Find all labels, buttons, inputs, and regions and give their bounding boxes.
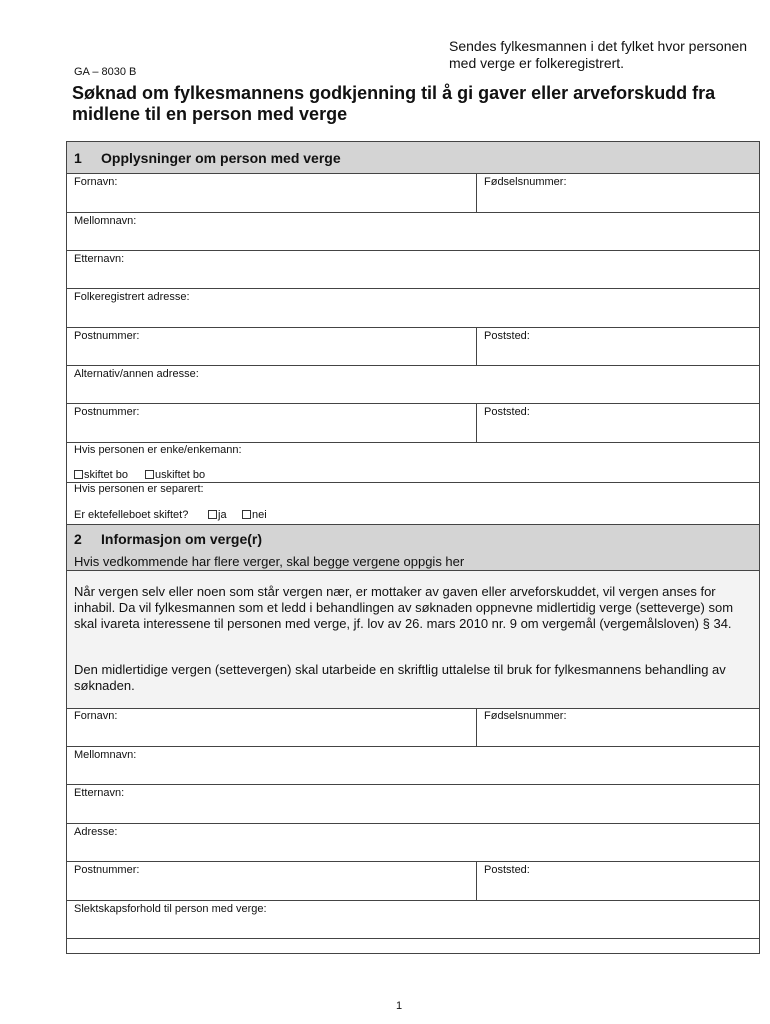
poststed-label: Poststed:: [484, 330, 530, 342]
option-nei[interactable]: [242, 509, 267, 521]
field-row-postnummer-2: [67, 404, 759, 443]
uskiftet-bo-checkbox[interactable]: [145, 470, 154, 479]
verge-field-row-slektskap[interactable]: [67, 901, 759, 939]
slektskap-label: Slektskapsforhold til person med verge:: [74, 903, 267, 915]
section-2-subtitle: Hvis vedkommende har flere verger, skal begge vergene oppgis her: [74, 554, 465, 569]
section-2-header: [67, 525, 759, 571]
enke-label: Hvis personen er enke/enkemann:: [74, 444, 242, 456]
skiftet-question-label: Er ektefelleboet skiftet?: [74, 509, 189, 521]
verge-field-row-postnummer: [67, 862, 759, 901]
fodselsnummer-label: Fødselsnummer:: [484, 176, 567, 188]
nei-checkbox[interactable]: [242, 510, 251, 519]
postnummer-2-label: Postnummer:: [74, 406, 140, 418]
send-instruction: Sendes fylkesmannen i det fylket hvor personen med verge er folkeregistrert.: [449, 38, 748, 71]
separert-label: Hvis personen er separert:: [74, 483, 204, 495]
verge-mellomnavn-label: Mellomnavn:: [74, 749, 137, 761]
page-title: Søknad om fylkesmannens godkjenning til å gi gaver eller arveforskudd fra midlene til en person med verge: [72, 83, 716, 124]
field-row-alt-adresse[interactable]: [67, 366, 759, 404]
etternavn-label: Etternavn:: [74, 253, 125, 265]
verge-postnummer-label: Postnummer:: [74, 864, 140, 876]
field-row-folkereg-adresse[interactable]: [67, 289, 759, 328]
option-ja[interactable]: [208, 509, 227, 521]
section-1-form: [66, 141, 760, 527]
verge-fodselsnummer-label: Fødselsnummer:: [484, 710, 567, 722]
field-row-enke: [67, 443, 759, 483]
verge-field-row-adresse[interactable]: [67, 824, 759, 862]
field-divider: [476, 708, 477, 746]
option-uskiftet-bo[interactable]: [145, 469, 205, 481]
poststed-2-label: Poststed:: [484, 406, 530, 418]
field-row-postnummer: [67, 328, 759, 366]
folkereg-adresse-label: Folkeregistrert adresse:: [74, 291, 190, 303]
page-number: 1: [396, 1000, 403, 1012]
section-2-info-box: [67, 571, 759, 709]
verge-etternavn-label: Etternavn:: [74, 787, 125, 799]
section-1-title: Opplysninger om person med verge: [101, 150, 341, 166]
fornavn-label: Fornavn:: [74, 176, 118, 188]
setteverge-paragraph: Den midlertidige vergen (settevergen) skal utarbeide en skriftlig uttalelse til bruk for fylkesmannens behandling av søknaden.: [74, 662, 726, 693]
field-row-separert: [67, 483, 759, 527]
field-divider: [476, 862, 477, 900]
field-divider: [476, 328, 477, 365]
uskiftet-bo-label: uskiftet bo: [155, 469, 206, 481]
ja-checkbox[interactable]: [208, 510, 217, 519]
option-skiftet-bo[interactable]: [74, 469, 128, 481]
field-divider: [476, 174, 477, 212]
section-2-title: Informasjon om verge(r): [101, 531, 263, 547]
skiftet-bo-checkbox[interactable]: [74, 470, 83, 479]
field-divider: [476, 404, 477, 442]
nei-label: nei: [252, 509, 267, 521]
alt-adresse-label: Alternativ/annen adresse:: [74, 368, 199, 380]
inhabil-paragraph: Når vergen selv eller noen som står vergen nær, er mottaker av gaven eller arveforskuddet, vil vergen anses for inhabil. Da vil fylkesmannen som et ledd i behandlingen av søknaden oppnevne midlertidig verge (setteverge) som skal ivareta interessene til personen med verge, jf. lov av 26. mars 2010 nr. 9 om vergemål (vergemålsloven) § 34.: [74, 584, 734, 631]
verge-fornavn-label: Fornavn:: [74, 710, 118, 722]
section-2-form: [66, 524, 760, 954]
verge-poststed-label: Poststed:: [484, 864, 530, 876]
section-1-number: 1: [74, 150, 82, 166]
field-row-etternavn[interactable]: [67, 251, 759, 289]
field-row-mellomnavn[interactable]: [67, 213, 759, 251]
mellomnavn-label: Mellomnavn:: [74, 215, 137, 227]
section-1-header: [67, 142, 759, 174]
ja-label: ja: [218, 509, 227, 521]
field-row-fornavn: [67, 174, 759, 213]
verge-field-row-mellomnavn[interactable]: [67, 747, 759, 785]
form-code: GA – 8030 B: [74, 66, 137, 78]
verge-field-row-fornavn: [67, 708, 759, 747]
section-2-number: 2: [74, 531, 82, 547]
postnummer-label: Postnummer:: [74, 330, 140, 342]
verge-adresse-label: Adresse:: [74, 826, 118, 838]
skiftet-bo-label: skiftet bo: [84, 469, 129, 481]
verge-field-row-etternavn[interactable]: [67, 785, 759, 824]
